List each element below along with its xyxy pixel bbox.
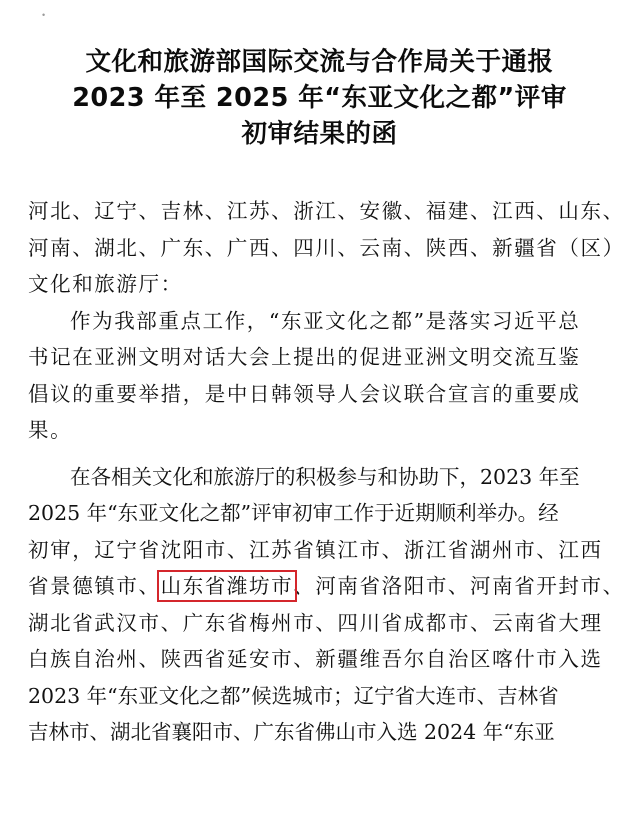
paragraph-1-line-1: 作为我部重点工作，“东亚文化之都”是落实习近平总 — [70, 308, 581, 333]
paragraph-2-line-5: 湖北省武汉市、广东省梅州市、四川省成都市、云南省大理 — [28, 610, 603, 635]
addressee-line-2: 河南、湖北、广东、广西、四川、云南、陕西、新疆省（区） — [28, 235, 625, 260]
paragraph-1-line-3: 倡议的重要举措，是中日韩领导人会议联合宣言的重要成 — [28, 381, 581, 406]
title-line-1: 文化和旅游部国际交流与合作局关于通报 — [85, 47, 554, 77]
document-body — [28, 193, 625, 751]
addressee-line-1: 河北、辽宁、吉林、江苏、浙江、安徽、福建、江西、山东、 — [28, 199, 625, 223]
addressee-line-3: 文化和旅游厅： — [28, 272, 183, 296]
paragraph-1-line-2: 书记在亚洲文明对话大会上提出的促进亚洲文明交流互鉴 — [28, 345, 581, 369]
paragraph-2-line-4-before: 省景德镇市、 — [28, 574, 161, 598]
paragraph-2-line-2: 2025 年“东亚文化之都”评审初审工作于近期顺利举办。经 — [28, 501, 559, 525]
paragraph-2 — [28, 459, 625, 751]
paragraph-2-line-3: 初审，辽宁省沈阳市、江苏省镇江市、浙江省湖州市、江西 — [28, 537, 603, 562]
paragraph-2-line-7: 2023 年“东亚文化之都”候选城市；辽宁省大连市、吉林省 — [28, 683, 559, 708]
paragraph-2-line-1: 在各相关文化和旅游厅的积极参与和协助下，2023 年至 — [70, 464, 580, 489]
title-line-3: 初审结果的函 — [241, 119, 398, 149]
paragraph-1-line-4: 果。 — [28, 418, 73, 442]
corner-mark: • — [42, 10, 46, 20]
highlighted-city: 山东省潍坊市 — [160, 574, 294, 598]
paragraph-gap — [28, 449, 608, 459]
document-title — [0, 44, 639, 152]
paragraph-1 — [28, 303, 608, 449]
paragraph-2-line-6: 白族自治州、陕西省延安市、新疆维吾尔自治区喀什市入选 — [28, 647, 603, 671]
addressee — [28, 193, 625, 303]
paragraph-2-line-4 — [28, 568, 625, 605]
paragraph-2-line-4-after: 、河南省洛阳市、河南省开封市、 — [293, 574, 625, 598]
paragraph-2-line-8: 吉林市、湖北省襄阳市、广东省佛山市入选 2024 年“东亚 — [28, 720, 555, 744]
title-line-2: 2023 年至 2025 年“东亚文化之都”评审 — [72, 83, 567, 113]
